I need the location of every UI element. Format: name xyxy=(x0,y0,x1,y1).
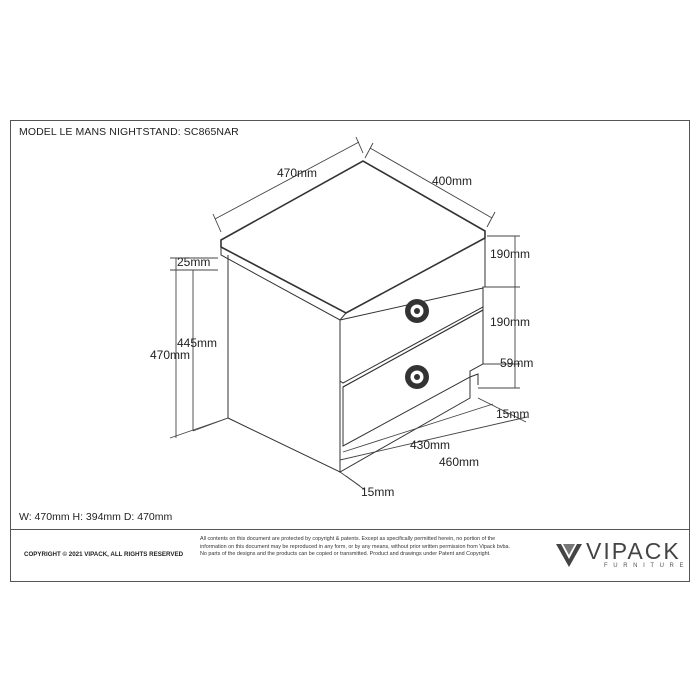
label-plinth: 59mm xyxy=(500,356,534,370)
plinth-return xyxy=(470,374,478,385)
dim-line-top-depth xyxy=(370,148,492,218)
vipack-logo-icon xyxy=(554,540,584,570)
lower-drawer-knob xyxy=(405,365,429,389)
label-top-depth: 400mm xyxy=(432,174,473,188)
furniture-outline xyxy=(221,161,485,472)
upper-drawer-knob xyxy=(405,299,429,323)
copyright-notice: COPYRIGHT © 2021 VIPACK, ALL RIGHTS RESERVED xyxy=(24,551,184,558)
model-title: MODEL LE MANS NIGHTSTAND: SC865NAR xyxy=(19,126,239,138)
label-drawer-lower: 190mm xyxy=(490,315,531,329)
label-body-height: 445mm xyxy=(177,336,218,350)
body-left-side xyxy=(228,255,340,472)
label-top-thickness: 25mm xyxy=(177,255,211,269)
dim-line-top-width xyxy=(215,142,359,219)
label-front-width: 430mm xyxy=(410,438,451,452)
legal-notice: All contents on this document are protected by copyright & patents. Except as specifically permitted herein, no portion of the information on this document may be reproduced in any form, or by any means, without prior written permission from Vipack bvba. No parts of the designs and the products can be copied or transmitted. Product and drawings under Patent and Copyright. xyxy=(200,536,511,558)
logo-subtitle: FURNITURE xyxy=(604,563,690,569)
label-top-width: 470mm xyxy=(277,166,318,180)
logo-wordmark: VIPACK xyxy=(586,538,681,564)
dimension-lines xyxy=(170,137,530,490)
vipack-logo xyxy=(554,538,694,574)
top-slab-front-edge xyxy=(221,247,346,320)
label-drawer-upper: 190mm xyxy=(490,247,531,261)
label-inset-right: 15mm xyxy=(496,407,530,421)
footer xyxy=(10,529,690,582)
label-base-width: 460mm xyxy=(439,455,480,469)
label-total-height: 470mm xyxy=(150,348,191,362)
label-inset-front: 15mm xyxy=(361,485,395,499)
overall-dimensions: W: 470mm H: 394mm D: 470mm xyxy=(19,511,173,523)
